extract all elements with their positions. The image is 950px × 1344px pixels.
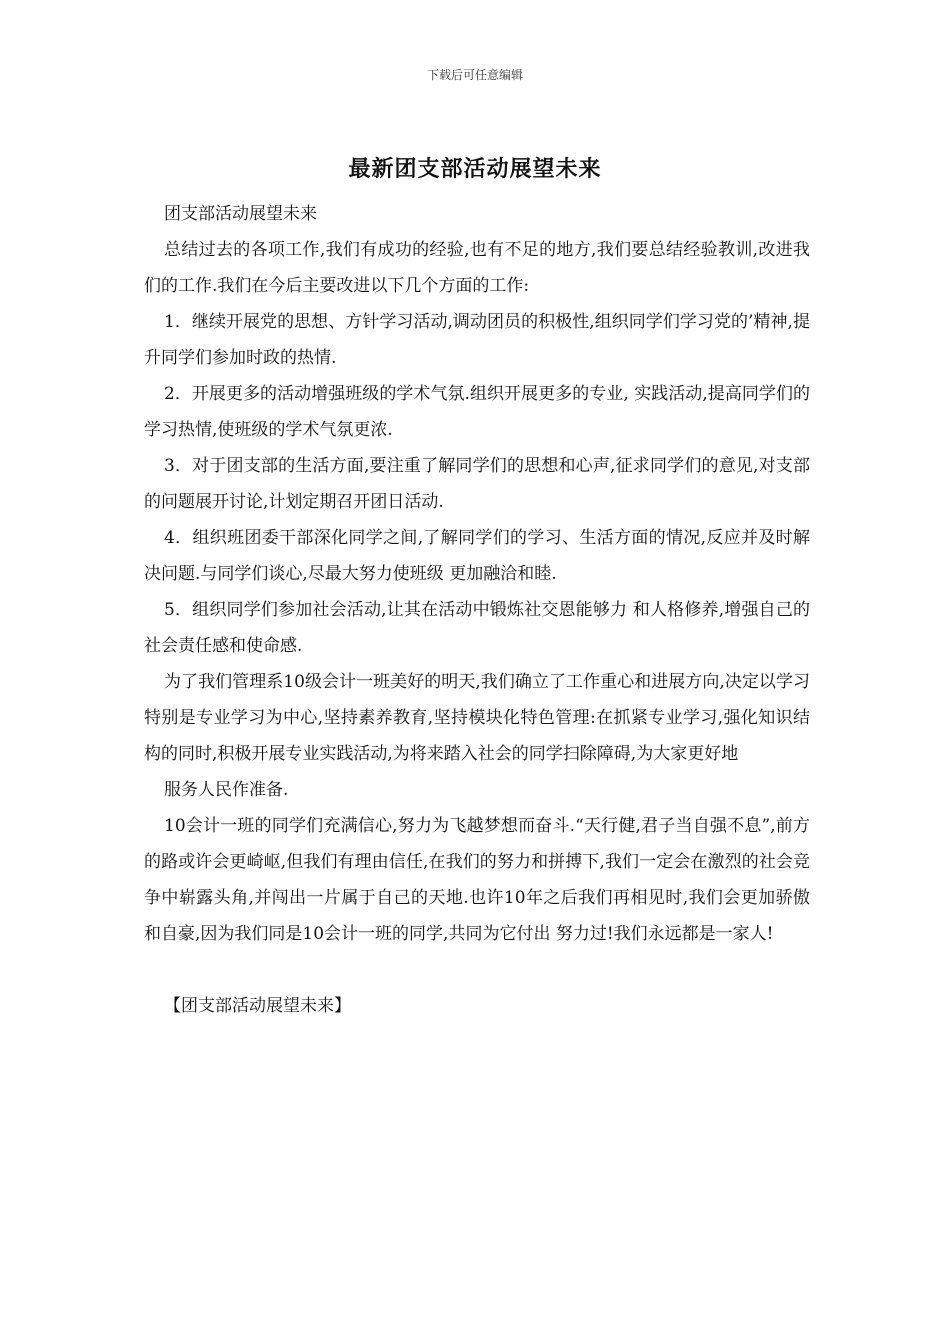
list-item-2: 2．开展更多的活动增强班级的学术气氛.组织开展更多的专业, 实践活动,提高同学们的学习热情,使班级的学术气氛更浓. [144,384,810,440]
document-title: 最新团支部活动展望未来 [348,157,602,182]
goal-paragraph: 为了我们管理系10级会计一班美好的明天,我们确立了工作重心和进展方向,决定以学习特别是专业学习为中心,坚持素养教育,坚持模块化特色管理:在抓紧专业学习,强化知识结构的同时,积极开展专业实践活动,为将来踏入社会的同学扫除障碍,为大家更好地 [144,672,810,764]
blank-line [144,952,810,988]
intro-paragraph: 总结过去的各项工作,我们有成功的经验,也有不足的地方,我们要总结经验教训,改进我们的工作.我们在今后主要改进以下几个方面的工作: [144,240,810,296]
header-note: 下载后可任意编辑 [426,68,523,82]
list-item-4: 4．组织班团委干部深化同学之间,了解同学们的学习、生活方面的情况,反应并及时解决问题.与同学们谈心,尽最大努力使班级 更加融洽和睦. [144,528,810,584]
footer-tag: 【团支部活动展望未来】 [164,996,351,1016]
list-item-3: 3．对于团支部的生活方面,要注重了解同学们的思想和心声,征求同学们的意见,对支部的问题展开讨论,计划定期召开团日活动. [144,456,810,512]
document-body [144,196,810,1024]
closing-paragraph: 10会计一班的同学们充满信心,努力为飞越梦想而奋斗.“天行健,君子当自强不息”,前方的路或许会更崎岖,但我们有理由信任,在我们的努力和拼搏下,我们一定会在激烈的社会竞争中崭露头角,并闯出一片属于自己的天地.也许10年之后我们再相见时,我们会更加骄傲和自豪,因为我们同是10会计一班的同学,共同为它付出 努力过!我们永远都是一家人! [144,816,810,944]
list-item-1: 1．继续开展党的思想、方针学习活动,调动团员的积极性,组织同学们学习党的’精神,提升同学们参加时政的热情. [144,312,810,368]
subtitle-paragraph: 团支部活动展望未来 [164,204,317,224]
list-item-5: 5．组织同学们参加社会活动,让其在活动中锻炼社交恩能够力 和人格修养,增强自己的社会责任感和使命感. [144,600,810,656]
goal-continuation: 服务人民作准备. [164,780,289,800]
